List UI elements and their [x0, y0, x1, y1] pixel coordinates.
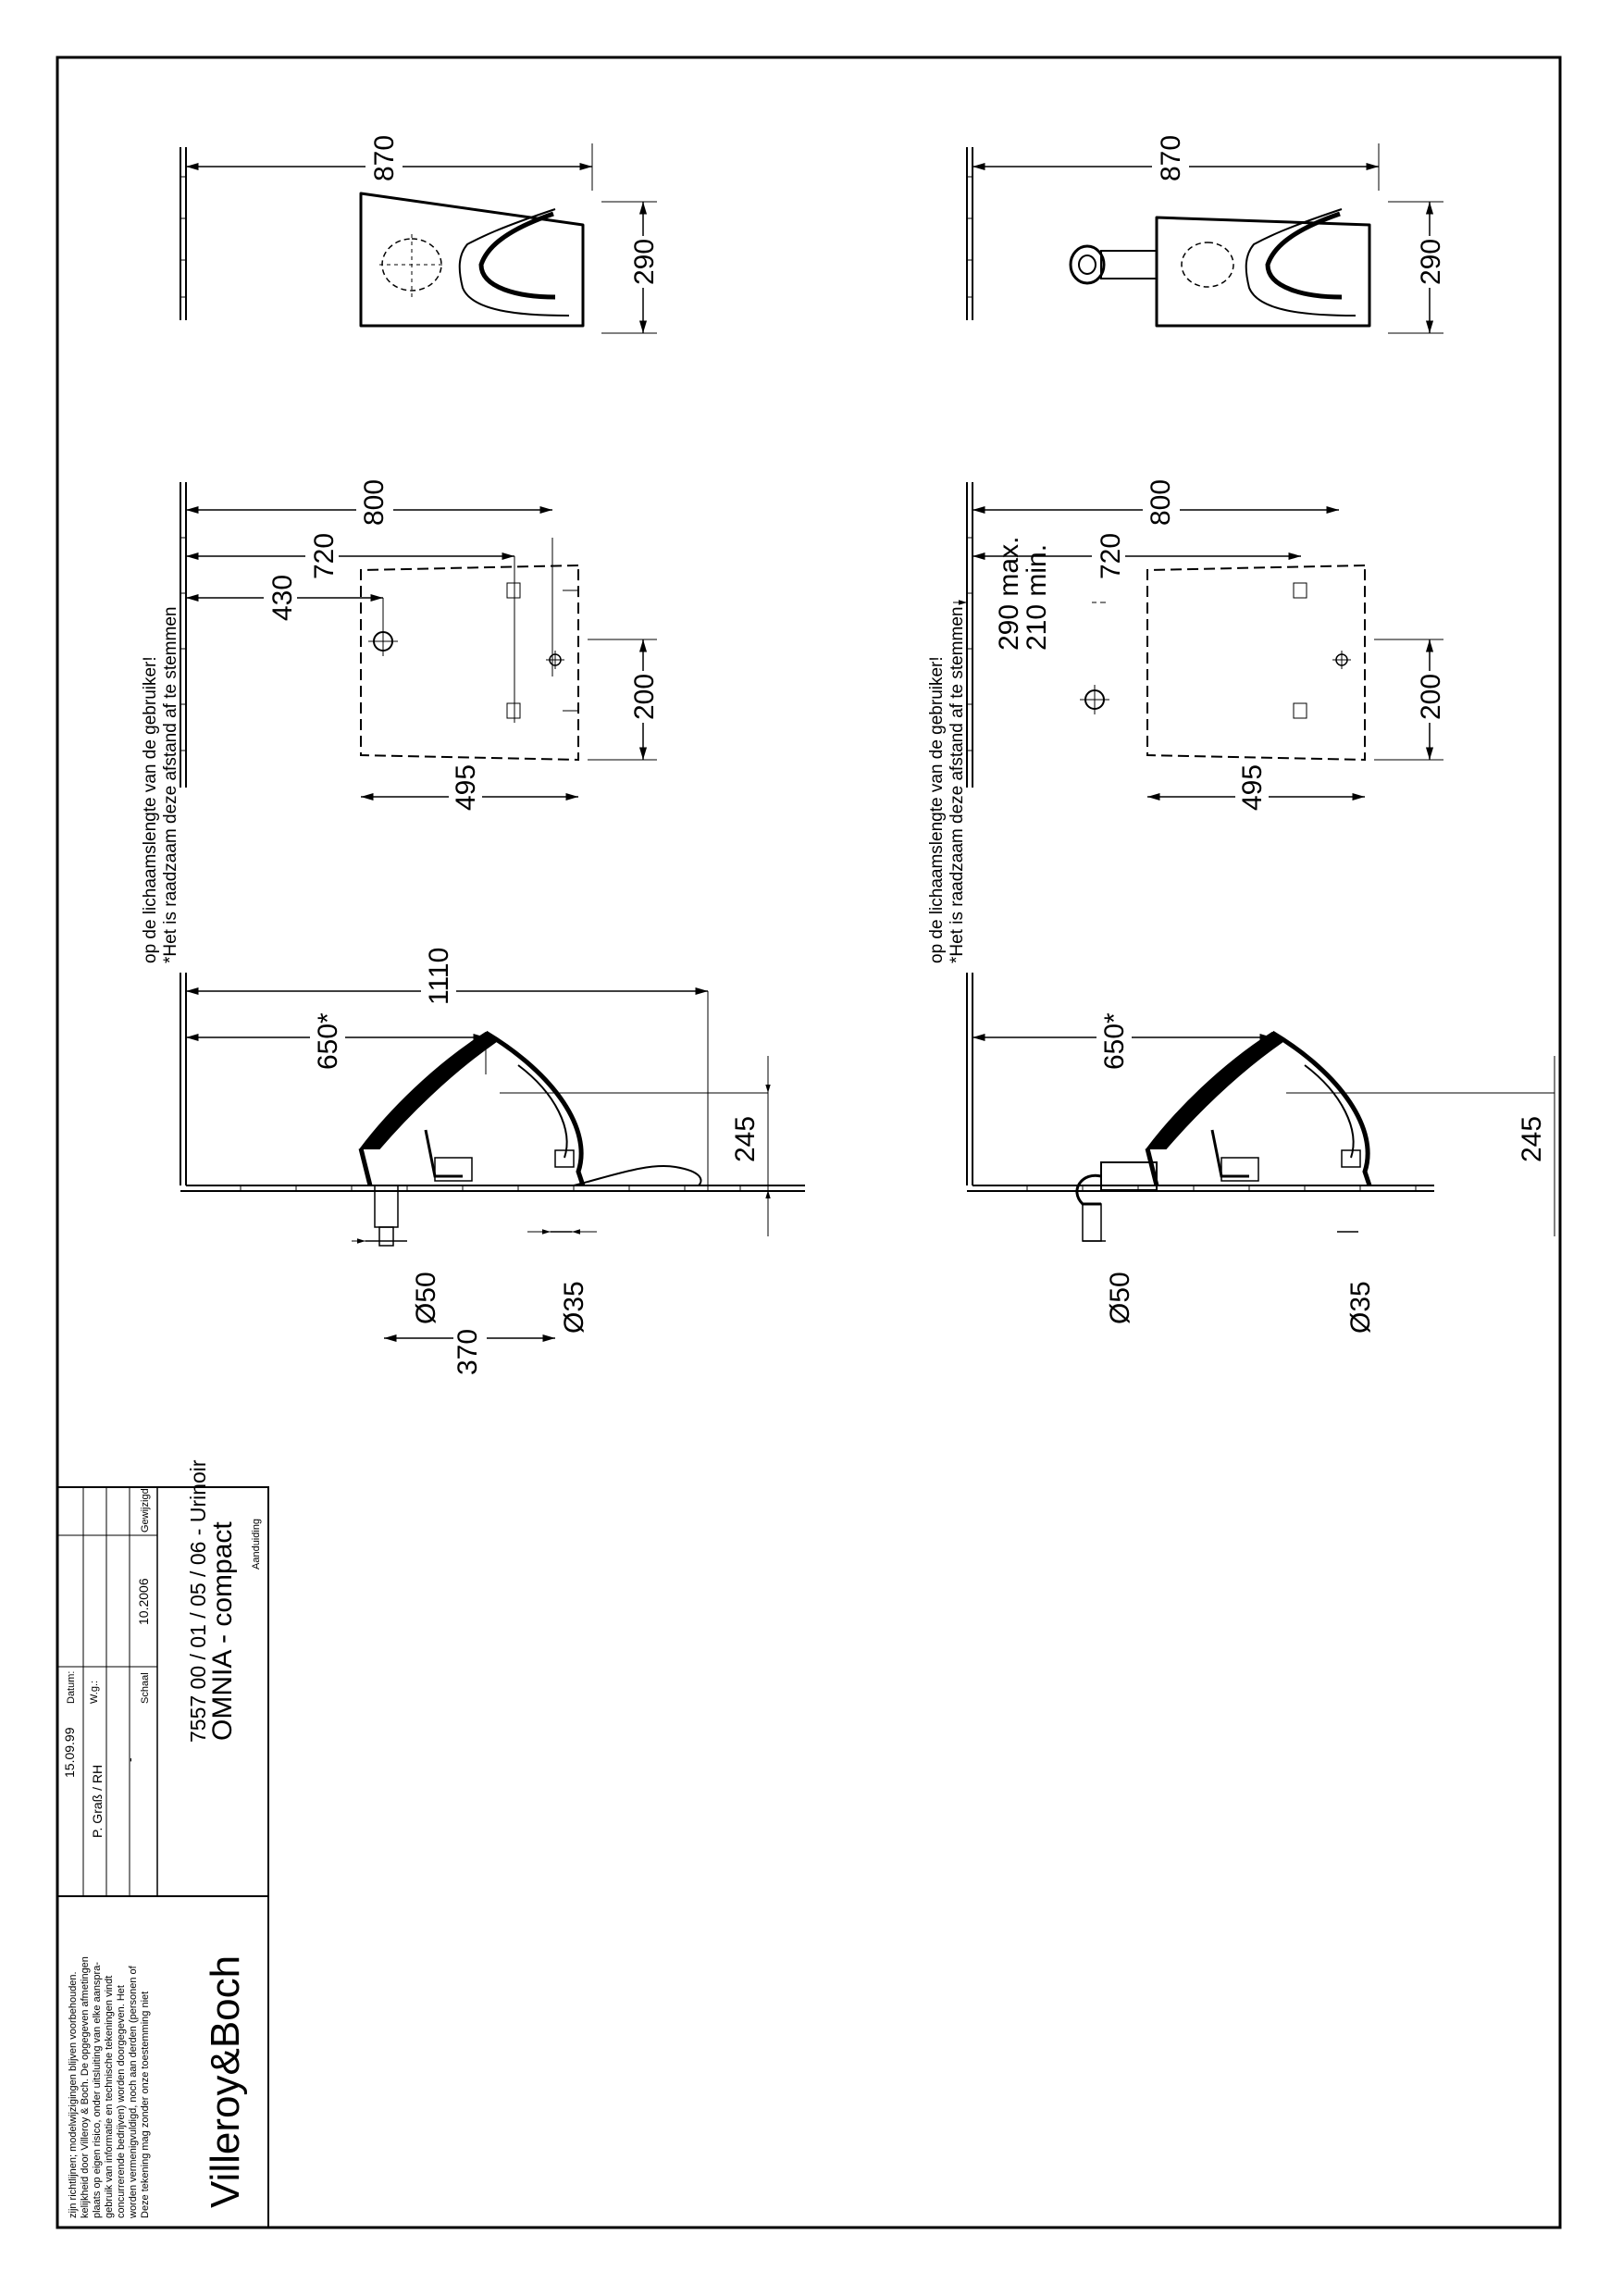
title-schaal-label: Schaal	[140, 1672, 151, 1704]
svg-text:zijn richtlijnen; modelwijzigi: zijn richtlijnen; modelwijzigingen blijven voorbehouden.	[68, 1971, 79, 2218]
right-wall-dim-720: 720	[1096, 532, 1126, 579]
right-side-dim-245: 245	[1517, 1115, 1547, 1162]
title-block	[57, 1459, 268, 2228]
left-side-note-line1: *Het is raadzaam deze afstand af te stemmen	[161, 606, 180, 963]
svg-text:gebruik van informatie en tech: gebruik van informatie en technische tekeningen vindt	[104, 1975, 115, 2218]
right-side-dim-o35: Ø35	[1345, 1281, 1376, 1334]
title-aanduiding-label: Aanduiding	[251, 1518, 262, 1570]
title-disclaimer	[68, 1956, 151, 2219]
svg-text:plaats op eigen risico, onder: plaats op eigen risico, onder uitsluiting van elke aanspra-	[92, 1962, 103, 2218]
right-wall-view	[953, 479, 1447, 813]
left-side-dim-1110: 1110	[424, 947, 454, 1005]
right-side-view	[927, 607, 1555, 1334]
title-datum-label: Datum:	[66, 1670, 77, 1704]
left-side-dim-370: 370	[452, 1328, 483, 1375]
title-wgz-value: P. Graß / RH	[90, 1764, 105, 1838]
right-wall-dim-495: 495	[1237, 763, 1268, 811]
left-side-dim-245: 245	[730, 1115, 761, 1162]
svg-text:Deze tekening mag zonder onze: Deze tekening mag zonder onze toestemming niet	[140, 1991, 151, 2218]
left-side-view	[141, 607, 805, 1377]
right-top-dim-290: 290	[1416, 238, 1446, 285]
right-wall-dim-290max: 290 max.	[994, 536, 1024, 651]
right-top-dim-870: 870	[1156, 134, 1186, 181]
title-gewijzigd-value: 10.2006	[136, 1578, 151, 1625]
left-wall-dim-430: 430	[267, 574, 298, 621]
left-row-views	[141, 135, 805, 1377]
title-schaal-value: -	[122, 1757, 137, 1762]
drawing-frame	[57, 57, 1560, 2228]
left-side-dim-o35: Ø35	[559, 1281, 589, 1334]
rotated-drawing	[57, 135, 1555, 2228]
left-side-dim-650: 650*	[313, 1012, 343, 1070]
right-side-dim-650: 650*	[1099, 1012, 1130, 1070]
left-wall-dim-495: 495	[451, 763, 481, 811]
left-side-note-line2: op de lichaamslengte van de gebruiker!	[141, 656, 160, 963]
title-brand-logo: Villeroy&Boch	[203, 1955, 248, 2208]
title-gewijzigd-label: Gewijzigd:	[140, 1485, 151, 1533]
title-product-codes: 7557 00 / 01 / 05 / 06 - Urinoir	[186, 1459, 210, 1743]
title-wgz-label: W.g.:	[89, 1680, 100, 1704]
right-wall-dim-800: 800	[1146, 478, 1176, 526]
right-wall-dim-210min: 210 min.	[1022, 543, 1052, 651]
left-top-dim-870: 870	[369, 134, 400, 181]
right-side-note-line1: *Het is raadzaam deze afstand af te stemmen	[948, 606, 967, 963]
title-product-name: OMNIA - compact	[207, 1521, 238, 1741]
title-datum-value: 15.09.99	[62, 1727, 77, 1778]
right-side-dim-o50: Ø50	[1105, 1272, 1135, 1324]
right-row-views	[927, 135, 1555, 1334]
right-top-view	[967, 135, 1447, 333]
left-top-dim-290: 290	[629, 238, 660, 285]
svg-text:kelijkheid door Villeroy & Boc: kelijkheid door Villeroy & Boch. De opgegeven afmetingen	[80, 1956, 91, 2218]
svg-text:worden vermenigvuldigd, noch a: worden vermenigvuldigd, noch aan derden (personen of	[128, 1966, 139, 2218]
left-wall-dim-720: 720	[309, 532, 340, 579]
svg-text:concurrerende bedrijven) worde: concurrerende bedrijven) worden doorgegeven. Het	[116, 1985, 127, 2218]
right-side-note-line2: op de lichaamslengte van de gebruiker!	[927, 656, 947, 963]
left-wall-dim-200: 200	[629, 673, 660, 720]
left-top-view	[180, 135, 661, 333]
right-wall-dim-200: 200	[1416, 673, 1446, 720]
left-side-dim-o50: Ø50	[411, 1272, 441, 1324]
left-wall-dim-800: 800	[359, 478, 390, 526]
left-wall-view	[180, 479, 661, 813]
